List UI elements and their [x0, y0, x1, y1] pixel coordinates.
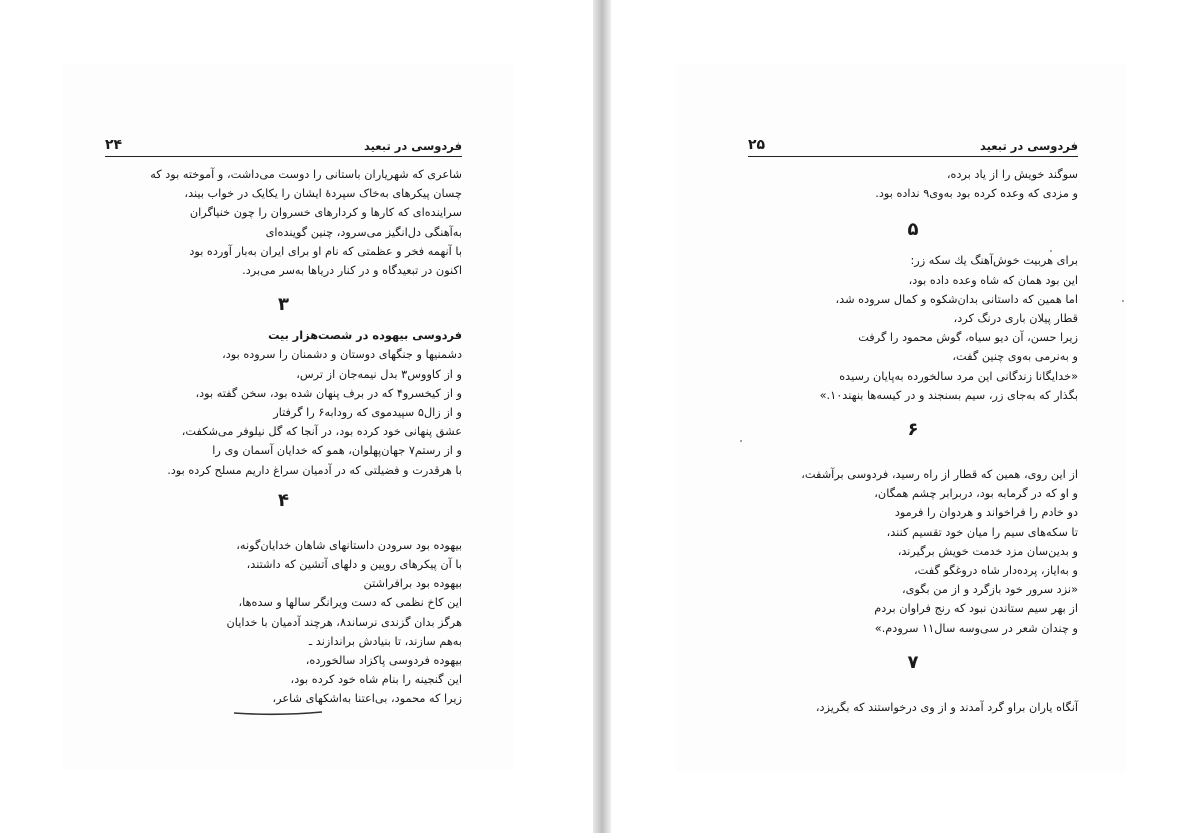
- verse-line: زیرا حسن، آن دیو سیاه، گوش محمود را گرفت: [858, 331, 1078, 345]
- running-title: فردوسی در تبعید: [363, 139, 462, 153]
- left-intro-stanza: [105, 165, 462, 280]
- right-page: [748, 133, 1078, 717]
- verse-line: اما همین که داستانی بدان‌شکوه و کمال سروده شد،: [835, 292, 1078, 306]
- verse-line: به‌هم سازند، تا بنیادش براندازند ـ: [308, 634, 462, 648]
- verse-line: و از رستم۷ جهان‌پهلوان، همو که خدایان آسمان وی را: [212, 444, 462, 458]
- paper-speck: [740, 440, 742, 442]
- running-title: فردوسی در تبعید: [979, 139, 1078, 153]
- verse-line: بیهوده بود برافراشتن: [363, 577, 462, 591]
- verse-line: این کاخ نظمی که دست ویرانگر سالها و سده‌ها،: [238, 596, 462, 610]
- verse-line: «نزد سرور خود بازگرد و از من بگوی،: [901, 583, 1078, 597]
- page-number: ۲۵: [748, 137, 766, 153]
- section-number-3: ۳: [278, 294, 289, 316]
- end-flourish-mark: [232, 710, 324, 716]
- section-5-stanza: [748, 251, 1078, 405]
- section-6-stanza: [748, 465, 1078, 638]
- right-intro-stanza: [748, 165, 1078, 203]
- verse-line: «خدایگانا زندگانی این مرد سالخورده به‌پایان رسیده: [839, 369, 1078, 383]
- section-number-5: ۵: [907, 219, 919, 241]
- verse-line: به‌آهنگی دل‌انگیز می‌سرود، چنین گوینده‌ای: [265, 225, 462, 239]
- verse-line: و چندان شعر در سی‌وسه سال۱۱ سرودم.»: [874, 621, 1078, 635]
- verse-line: بیهوده فردوسی پاکزاد سالخورده،: [305, 654, 462, 668]
- section-4-stanza: [105, 536, 462, 709]
- left-running-head: [105, 133, 462, 157]
- paper-speck: [1050, 250, 1052, 252]
- left-page: [105, 133, 462, 709]
- section-7-stanza: [748, 698, 1078, 717]
- paper-speck: [1122, 300, 1124, 302]
- verse-line: برای هربیت خوش‌آهنگ یك سکه زر:: [910, 254, 1078, 268]
- verse-line: بیهوده بود سرودن داستانهای شاهان خدایان‌گونه،: [236, 538, 462, 552]
- verse-line: از بهر سیم ستاندن نبود که رنج فراوان بردم: [874, 602, 1078, 616]
- verse-line: عشق پنهانی خود کرده بود، در آنجا که گل نیلوفر می‌شکفت،: [181, 425, 462, 439]
- verse-line: اکنون در تبعیدگاه و در کنار دریاها به‌سر می‌برد.: [242, 264, 462, 278]
- verse-line: زیرا که محمود، بی‌اعتنا به‌اشکهای شاعر،: [272, 692, 462, 706]
- verse-line: با هرقدرت و فضیلتی که در آدمیان سراغ داریم مسلح کرده بود.: [167, 463, 462, 477]
- verse-line: این بود همان که شاه وعده داده بود،: [908, 273, 1078, 287]
- verse-line: و از زال۵ سپیدموی که رودابه۶ را گرفتار: [273, 406, 462, 420]
- verse-line: شاعری که شهریاران باستانی را دوست می‌داشت، و آموخته بود که: [150, 168, 462, 181]
- verse-line: و او که در گرمابه بود، دربرابر چشم همگان،: [874, 487, 1078, 501]
- verse-line: فردوسی بیهوده در شصت‌هزار بیت: [268, 329, 462, 343]
- verse-line: سوگند خویش را از یاد برده،: [946, 168, 1078, 181]
- verse-line: و بدین‌سان مزد خدمت خویش برگیرند،: [897, 544, 1078, 558]
- verse-line: هرگز بدان گزندی نرساند۸، هرچند آدمیان با خدایان: [226, 615, 462, 629]
- verse-line: سراینده‌ای که کارها و کردارهای خسروان را چون خنیاگران: [189, 206, 462, 220]
- verse-line: از این روی، همین که قطار از راه رسید، فردوسی برآشفت،: [801, 468, 1078, 482]
- verse-line: دو خادم را فراخواند و هردوان را فرمود: [894, 506, 1078, 520]
- verse-line: چسان پیکرهای به‌خاک سپردهٔ ایشان را یکایک در خواب بیند،: [184, 187, 462, 201]
- verse-line: و به‌ایاز، پرده‌دار شاه دروغگو گفت،: [914, 564, 1078, 578]
- verse-line: بگذار که به‌جای زر، سیم بسنجند و در کیسه‌ها بنهند۱۰.»: [819, 388, 1078, 402]
- verse-line: با آن پیکرهای رویین و دلهای آتشین که داشتند،: [246, 558, 462, 572]
- verse-line: تا سکه‌های سیم را میان خود تقسیم کنند،: [886, 525, 1078, 539]
- page-number: ۲۴: [105, 137, 123, 153]
- section-number-6: ۶: [907, 419, 919, 441]
- verse-line: قطار پیلان باری درنگ کرد،: [953, 312, 1078, 326]
- right-running-head: [748, 133, 1078, 157]
- section-3-stanza: [105, 326, 462, 480]
- verse-line: آنگاه یاران براو گرد آمدند و از وی درخواستند که بگریزد،: [815, 700, 1078, 714]
- verse-line: و از کاووس۳ بدل نیمه‌جان از ترس،: [296, 367, 462, 381]
- book-gutter: [593, 0, 611, 833]
- verse-line: این گنجینه را بنام شاه خود کرده بود،: [290, 673, 462, 687]
- section-number-7: ۷: [907, 651, 919, 673]
- section-number-4: ۴: [278, 489, 289, 511]
- verse-line: با آنهمه فخر و عظمتی که نام او برای ایران به‌بار آورده بود: [189, 244, 462, 258]
- verse-line: و مزدی که وعده کرده بود به‌وی۹ نداده بود.: [875, 187, 1078, 201]
- verse-line: دشمنیها و جنگهای دوستان و دشمنان را سروده بود،: [222, 348, 462, 362]
- verse-line: و به‌نرمی به‌وی چنین گفت،: [952, 350, 1078, 364]
- verse-line: و از کیخسرو۴ که در برف پنهان شده بود، سخن گفته بود،: [195, 386, 462, 400]
